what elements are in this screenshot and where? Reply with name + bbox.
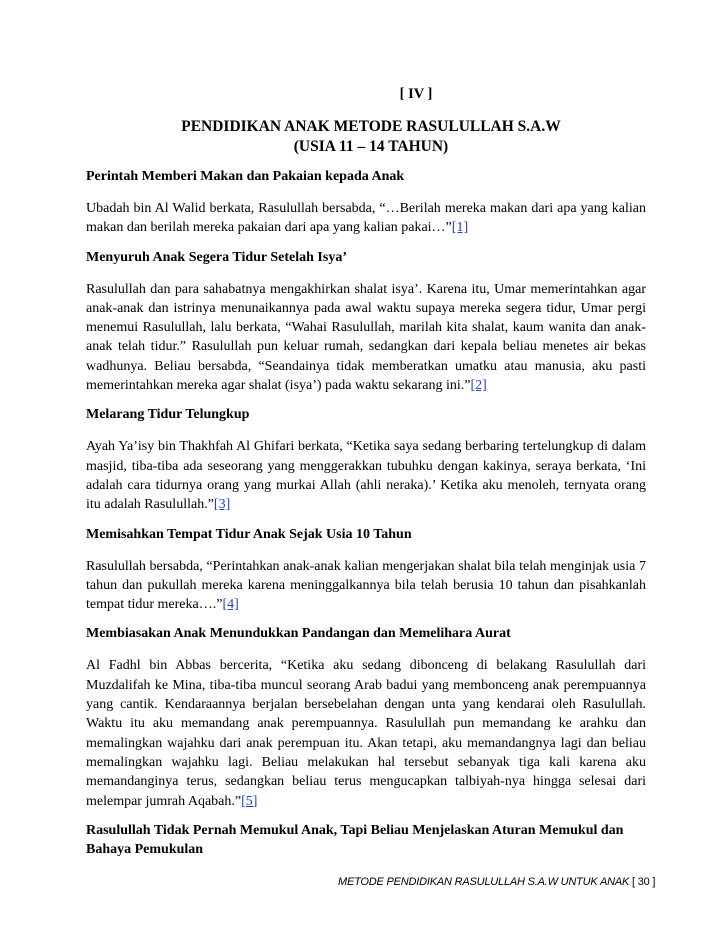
section-paragraph-3 [86, 437, 646, 514]
document-page [86, 86, 646, 872]
section-heading-6: Rasulullah Tidak Pernah Memukul Anak, Tapi Beliau Menjelaskan Aturan Memukul dan Bahaya Pemukulan [86, 822, 624, 857]
section-heading-5: Membiasakan Anak Menundukkan Pandangan dan Memelihara Aurat [86, 626, 511, 642]
paragraph-text: Rasulullah dan para sahabatnya mengakhirkan shalat isya’. Karena itu, Umar memerintahkan agar anak-anak dan istrinya menunaikannya pada awal waktu supaya mereka segera tidur, Umar pergi menemui Rasulullah, lalu berkata, “Wahai Rasulullah, marilah kita shalat, kaum wanita dan anak-anak telah tidur.” Rasulullah pun keluar rumah, sedangkan dari kepala beliau menetes air bekas wadhunya. Beliau bersabda, “Seandainya tidak memberatkan umatku atau manusia, aku pasti memerintahkan mereka agar shalat (isya’) pada waktu sekarang ini.” [86, 281, 646, 394]
footnote-link-1[interactable]: [1] [451, 220, 469, 236]
section-paragraph-1 [86, 199, 646, 238]
footnote-link-3[interactable]: [3] [213, 497, 231, 513]
paragraph-text: Al Fadhl bin Abbas bercerita, “Ketika aku sedang dibonceng di belakang Rasulullah dari Muzdalifah ke Mina, tiba-tiba muncul seorang Arab badui yang membonceng anak perempuannya yang cantik. Kendaraannya berjalan bersebelahan dengan unta yang kendarai oleh Rasulullah. Waktu itu aku memandang anak perempuannya. Rasulullah pun memandang ke arahku dan memalingkan wajahku dari anak perempuan itu. Akan tetapi, aku memandangnya lagi dan beliau memalingkan wajahku lagi. Beliau melakukan hal tersebut sebanyak tiga kali karena aku memandanginya terus, sedangkan beliau terus mengucapkan talbiyah-nya hingga selesai dari melempar jumrah Aqabah.” [86, 658, 646, 809]
section-heading-1: Perintah Memberi Makan dan Pakaian kepada Anak [86, 169, 405, 184]
section-paragraph-5 [86, 656, 646, 810]
title-line-2: (USIA 11 – 14 TAHUN) [293, 138, 449, 155]
page-title [86, 117, 646, 157]
page-footer [338, 876, 655, 888]
section-heading-2: Menyuruh Anak Segera Tidur Setelah Isya’ [86, 249, 347, 265]
paragraph-text: Rasulullah bersabda, “Perintahkan anak-anak kalian mengerjakan shalat bila telah menginjak usia 7 tahun dan pukullah mereka karena meninggalkannya bila telah berusia 10 tahun dan pisahkanlah tempat tidur mereka….” [86, 558, 646, 613]
footnote-link-5[interactable]: [5] [241, 793, 258, 809]
section-paragraph-4 [86, 557, 646, 615]
paragraph-text: Ubadah bin Al Walid berkata, Rasulullah bersabda, “…Berilah mereka makan dari apa yang kalian makan dan berilah mereka pakaian dari apa yang kalian pakai…” [86, 201, 646, 236]
title-line-1: PENDIDIKAN ANAK METODE RASULULLAH S.A.W [181, 118, 561, 135]
chapter-label: [ IV ] [399, 86, 433, 102]
footer-title: METODE PENDIDIKAN RASULULLAH S.A.W UNTUK ANAK [338, 876, 630, 888]
footnote-link-4[interactable]: [4] [222, 597, 239, 613]
section-paragraph-2 [86, 280, 646, 396]
paragraph-text: Ayah Ya’isy bin Thakhfah Al Ghifari berkata, “Ketika saya sedang berbaring tertelungkup di dalam masjid, tiba-tiba ada seseorang yang menggerakkan tubuhku dengan kakinya, seraya berkata, ‘Ini adalah cara tidurnya orang yang murkai Allah (ahli neraka).’ Ketika aku menoleh, ternyata orang itu adalah Rasulullah.” [86, 439, 646, 513]
section-heading-4: Memisahkan Tempat Tidur Anak Sejak Usia 10 Tahun [86, 526, 412, 542]
section-heading-3: Melarang Tidur Telungkup [86, 407, 250, 423]
footnote-link-2[interactable]: [2] [470, 378, 487, 394]
page-number: [ 30 ] [631, 876, 656, 888]
